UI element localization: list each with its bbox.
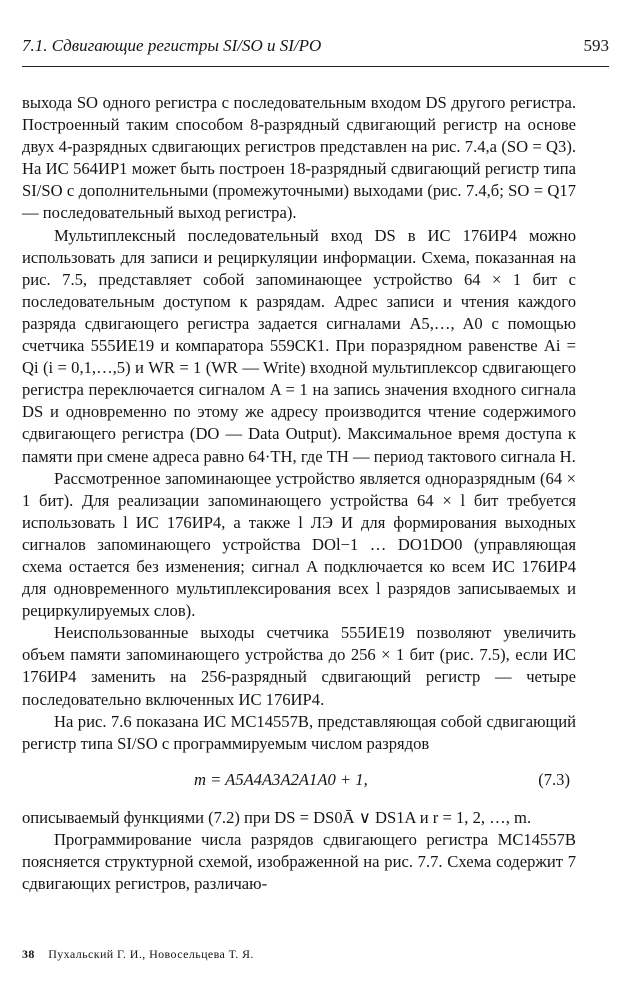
paragraph-functions: описываемый функциями (7.2) при DS = DS0Ā ∨ DS1A и r = 1, 2, …, m.	[22, 807, 532, 827]
paragraph-programming: Программирование числа разрядов сдвигающего регистра MC14557B поясняется структурной схемой, изображенной на рис. 7.7. Схема содержит 7 сдвигающих регистров, различаю-	[22, 829, 576, 894]
paragraph-memory-device: Рассмотренное запоминающее устройство является одноразрядным (64 × 1 бит). Для реализации запоминающего устройства 64 × l бит требуется использовать l ИС 176ИР4, а также l ЛЭ И для формирования выходных сигналов запоминающего устройства DOl−1 … DO1DO0 (управляющая схема остается без изменения; сигнал A подключается ко всем ИС 176ИР4 для одновременного мультиплексирования всех l разрядов записываемых и рециркулируемых слов).	[22, 468, 576, 621]
section-title: 7.1. Сдвигающие регистры SI/SO и SI/PO	[22, 36, 322, 55]
page-number: 593	[583, 36, 609, 55]
paragraph-multiplex-input: Мультиплексный последовательный вход DS в ИС 176ИР4 можно использовать для записи и рециркуляции информации. Схема, показанная на рис. 7.5, представляет собой запоминающее устройство 64 × 1 бит с последовательным доступом к разрядам. Адрес записи и чтения каждого разряда сдвигающего регистра задается сигналами A5,…, A0 с помощью счетчика 555ИЕ19 и компаратора 559СК1. При поразрядном равенстве Ai = Qi (i = 0,1,…,5) и WR = 1 (WR — Write) входной мультиплексор сдвигающего регистра переключается сигналом A = 1 на запись значения входного сигнала DS и одновременно по этому же адресу производится чтение содержимого сдвигающего регистра (DO — Data Output). Максимальное время доступа к памяти при смене адреса равно 64·TH, где TH — период тактового сигнала H.	[22, 225, 576, 466]
formula-7-3	[22, 761, 576, 799]
page-footer	[22, 947, 254, 962]
footer-number: 38	[22, 947, 35, 961]
paragraph-unused-outputs: Неиспользованные выходы счетчика 555ИЕ19 позволяют увеличить объем памяти запоминающего устройства до 256 × 1 бит (рис. 7.5), если ИС 176ИР4 заменить на 256-разрядный сдвигающий регистр — четыре последовательно включенных ИС 176ИР4.	[22, 623, 576, 709]
paragraph-mc14557b: На рис. 7.6 показана ИС MC14557B, представляющая собой сдвигающий регистр типа SI/SO с программируемым числом разрядов	[22, 711, 576, 753]
formula-expression: m = A5A4A3A2A1A0 + 1,	[194, 769, 368, 789]
running-header	[22, 36, 609, 67]
footer-authors: Пухальский Г. И., Новосельцева Т. Я.	[48, 947, 254, 961]
paragraph-continuation: выхода SO одного регистра с последовательным входом DS другого регистра. Построенный таким способом 8-разрядный сдвигающий регистр на основе двух 4-разрядных сдвигающих регистров представлен на рис. 7.4,а (SO = Q3). На ИС 564ИР1 может быть построен 18-разрядный сдвигающий регистр типа SI/SO с дополнительными (промежуточными) выходами (рис. 7.4,б; SO = Q17 — последовательный выход регистра).	[22, 93, 576, 223]
body-text	[22, 92, 576, 895]
formula-number: (7.3)	[538, 769, 570, 789]
